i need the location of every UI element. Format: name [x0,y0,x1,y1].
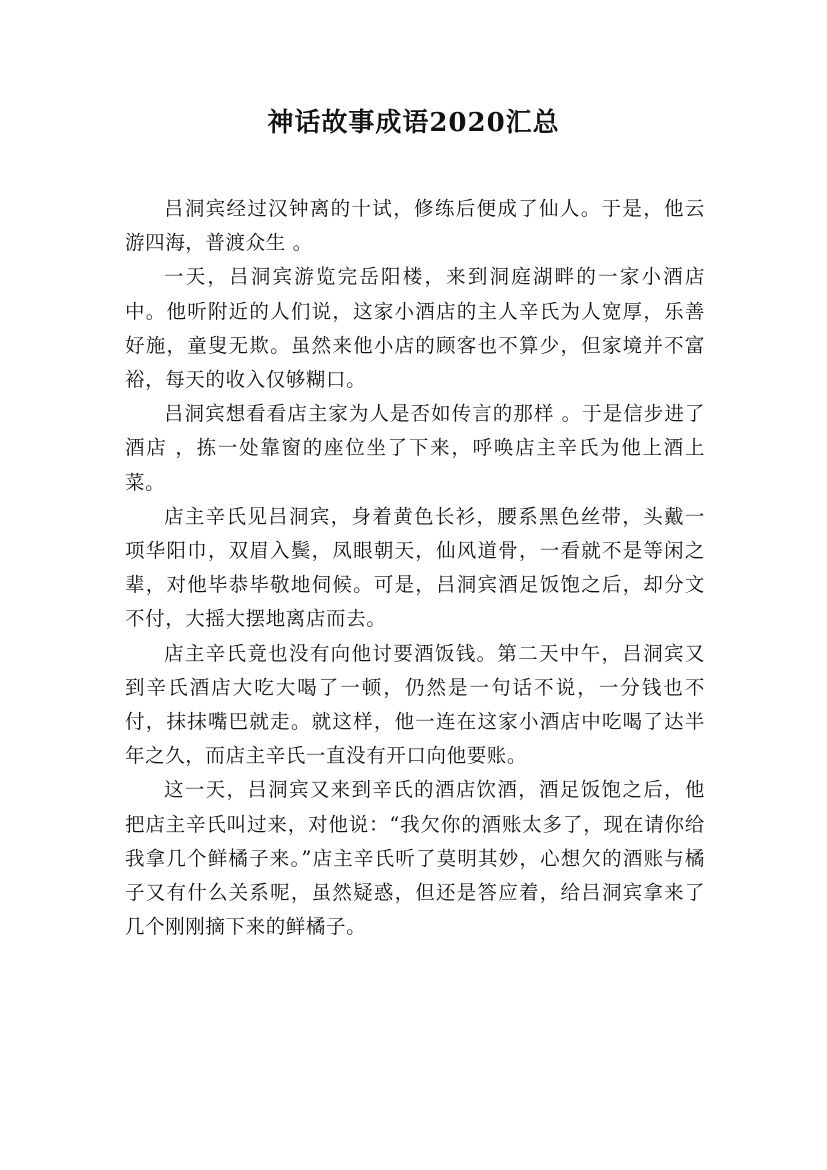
paragraph-3: 吕洞宾想看看店主家为人是否如传言的那样 。于是信步进了酒店 ，拣一处靠窗的座位坐了下来，呼唤店主辛氏为他上酒上菜。 [125,402,705,494]
paragraph-5: 店主辛氏竟也没有向他讨要酒饭钱。第二天中午，吕洞宾又到辛氏酒店大吃大喝了一顿，仍然是一句话不说，一分钱也不付，抹抹嘴巴就走。就这样，他一连在这家小酒店中吃喝了达半年之久，而店主辛氏一直没有开口向他要账。 [125,641,705,768]
paragraph-6: 这一天，吕洞宾又来到辛氏的酒店饮酒，酒足饭饱之后，他把店主辛氏叫过来，对他说：“我欠你的酒账太多了，现在请你给我拿几个鲜橘子来。”店主辛氏听了莫明其妙，心想欠的酒账与橘子又有什么关系呢，虽然疑惑，但还是答应着，给吕洞宾拿来了几个刚刚摘下来的鲜橘子。 [125,778,705,939]
paragraph-4: 店主辛氏见吕洞宾，身着黄色长衫，腰系黑色丝带，头戴一项华阳巾，双眉入鬓，凤眼朝天，仙风道骨，一看就不是等闲之辈，对他毕恭毕敬地伺候。可是，吕洞宾酒足饭饱之后，却分文不付，大摇大摆地离店而去。 [125,504,705,631]
document-title: 神话故事成语2020汇总 [267,108,560,138]
document-body [125,192,705,944]
paragraph-1: 吕洞宾经过汉钟离的十试，修练后便成了仙人。于是，他云游四海，普渡众生 。 [125,197,705,255]
paragraph-2: 一天，吕洞宾游览完岳阳楼，来到洞庭湖畔的一家小酒店中。他听附近的人们说，这家小酒店的主人辛氏为人宽厚，乐善好施，童叟无欺。虽然来他小店的顾客也不算少，但家境并不富裕，每天的收入仅够糊口。 [125,265,705,392]
